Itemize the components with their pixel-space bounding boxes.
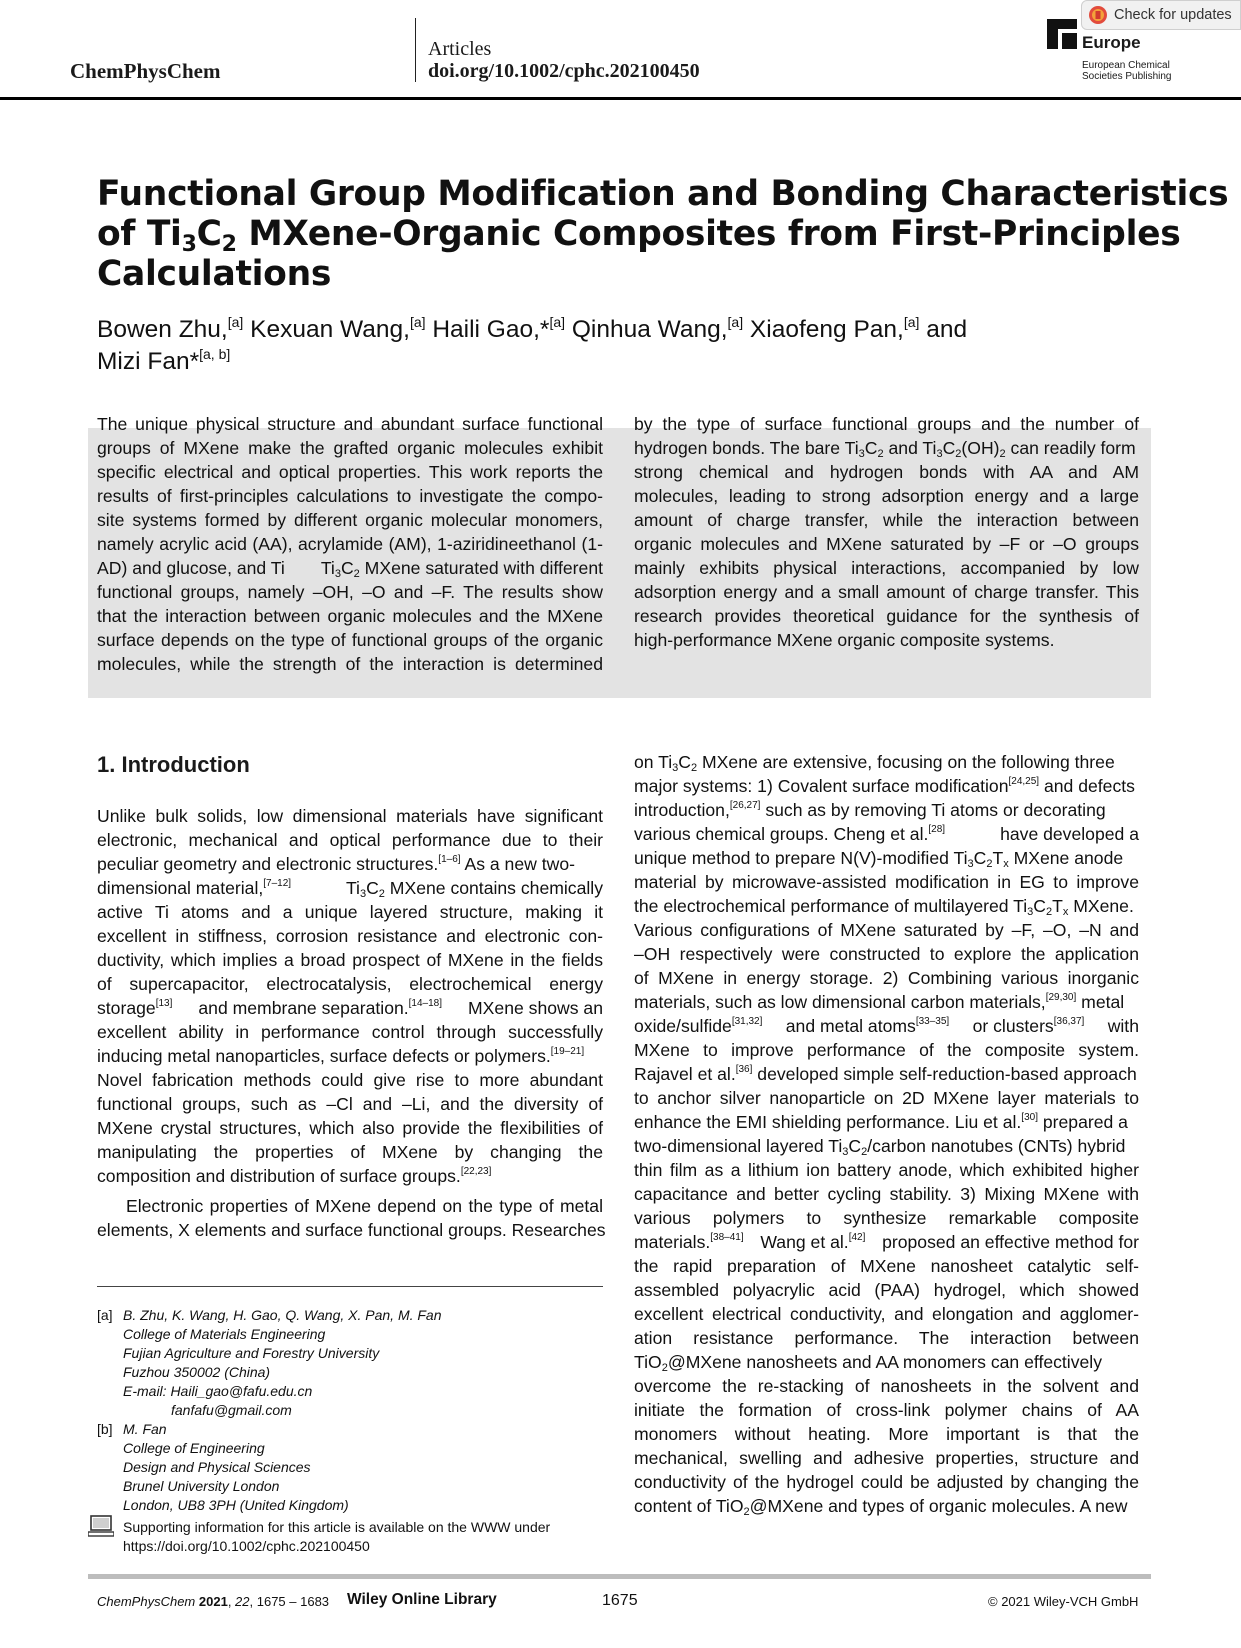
body-line: unique method to prepare N(V)-modified $Ti_3C_2T_x$ MXene anode [634,848,1124,870]
abstract-line: The unique physical structure and abundant surface functional [97,414,603,434]
publisher-logo-line1: European Chemical [1082,60,1170,71]
body-line: manipulating the properties of MXene by changing the [97,1142,603,1162]
body-line: the electrochemical performance of multilayered $Ti_3C_2T_x$ MXene. [634,896,1134,918]
body-line: introduction,[26,27] such as by removing Ti atoms or decorating [634,800,1106,820]
article-title-line-1: Functional Group Modification and Bonding Characteristics [97,174,1229,214]
abstract-line: adsorption energy and a small amount of charge transfer. This [634,582,1139,602]
body-line: various polymers to synthesize remarkable composite [634,1208,1139,1228]
body-line: storage[13] and membrane separation.[14–18] MXene shows an [97,998,603,1018]
body-line: oxide/sulfide[31,32] and metal atoms[33–35] or clusters[36,37] with [634,1016,1139,1036]
body-line: TiO$_2$@MXene nanosheets and AA monomers can effectively [634,1352,1103,1374]
affiliation-line: London, UB8 3PH (United Kingdom) [123,1497,349,1513]
affiliation-line: Fuzhou 350002 (China) [123,1364,271,1380]
body-line: MXene to improve performance of the composite system. [634,1040,1139,1060]
publisher-logo-name: Europe [1082,33,1141,52]
author-list-line-2: Mizi Fan*[a, b] [97,346,231,375]
check-updates-label: Check for updates [1114,7,1232,23]
article-title-line-2: of $Ti_3C_2$ MXene-Organic Composites from First-Principles [97,214,1181,257]
supporting-info-text: Supporting information for this article is available on the WWW under [123,1519,551,1535]
abstract-line: high-performance MXene organic composite systems. [634,630,1055,650]
abstract-line: that the interaction between organic molecules and the MXene [97,606,603,626]
affiliation-line: Design and Physical Sciences [123,1459,311,1475]
body-line: materials.[38–41] Wang et al.[42] proposed an effective method for [634,1232,1139,1252]
body-line: major systems: 1) Covalent surface modification[24,25] and defects [634,776,1135,796]
abstract-line: results of first-principles calculations to investigate the compo- [97,486,603,506]
body-line: mechanical, swelling and adhesive properties, structure and [634,1448,1139,1468]
abstract-line: research provides theoretical guidance for the synthesis of [634,606,1139,626]
body-line: of MXene in energy storage. 2) Combining various inorganic [634,968,1139,988]
section-label: Articles [428,38,492,60]
affiliation-label-a: [a] [97,1307,113,1323]
body-line: composition and distribution of surface groups.[22,23] [97,1166,492,1186]
body-line: Electronic properties of MXene depend on the type of metal [126,1196,603,1216]
affiliation-label-b: [b] [97,1421,113,1437]
footer-rule [88,1574,1151,1579]
body-line: various chemical groups. Cheng et al.[28] have developed a [634,824,1139,844]
abstract-line: amount of charge transfer, while the interaction between [634,510,1139,530]
body-line: dimensional material,[7–12] $Ti_3C_2$ MXene contains chemically [97,878,603,900]
body-line: enhance the EMI shielding performance. Liu et al.[30] prepared a [634,1112,1128,1132]
footnote-rule [97,1286,603,1287]
affiliation-line: Fujian Agriculture and Forestry University [123,1345,380,1361]
email-link[interactable]: E-mail: Haili_gao@fafu.edu.cn [123,1383,313,1399]
body-line: inducing metal nanoparticles, surface defects or polymers.[19–21] [97,1046,585,1066]
body-line: of supercapacitor, electrocatalysis, electrochemical energy [97,974,603,994]
body-line: –OH respectively were constructed to explore the application [634,944,1139,964]
body-line: initiate the formation of cross-link polymer chains of AA [634,1400,1139,1420]
doi-link[interactable]: doi.org/10.1002/cphc.202100450 [428,60,700,82]
copyright: © 2021 Wiley-VCH GmbH [988,1594,1139,1609]
abstract-line: surface depends on the type of functional groups of the organic [97,630,603,650]
body-line: content of TiO$_2$@MXene and types of organic molecules. A new [634,1496,1128,1518]
body-line: ductivity, which implies a broad prospect of MXene in the fields [97,950,603,970]
body-line: excellent in stiffness, corrosion resistance and electronic con- [97,926,603,946]
abstract-line: AD) and glucose, and Ti $Ti_3C_2$ MXene saturated with different [97,558,603,580]
body-line: MXene crystal structures, which also provide the flexibilities of [97,1118,603,1138]
publisher-logo-line2: Societies Publishing [1082,71,1172,82]
journal-name: ChemPhysChem [70,59,221,83]
email-link[interactable]: fanfafu@gmail.com [171,1402,292,1418]
body-line: assembled polyacrylic acid (PAA) hydrogel, which showed [634,1280,1139,1300]
body-line: excellent ability in performance control through successfully [97,1022,603,1042]
body-line: Unlike bulk solids, low dimensional materials have significant [97,806,603,826]
check-for-updates-button[interactable] [1081,0,1241,30]
article-title-line-3: Calculations [97,254,332,294]
abstract-line: organic molecules and MXene saturated by –F or –O groups [634,534,1139,554]
abstract-line: by the type of surface functional groups and the number of [634,414,1139,434]
affiliation-line: Brunel University London [123,1478,280,1494]
affiliation-line: College of Engineering [123,1440,265,1456]
header-rule [0,97,1241,100]
affiliation-line: B. Zhu, K. Wang, H. Gao, Q. Wang, X. Pan, M. Fan [123,1307,442,1323]
wiley-online-library-link[interactable]: Wiley Online Library [347,1591,497,1608]
body-line: two-dimensional layered $Ti_3C_2$/carbon nanotubes (CNTs) hybrid [634,1136,1126,1158]
abstract-line: groups of MXene make the grafted organic molecules exhibit [97,438,603,458]
body-line: functional groups, such as –Cl and –Li, and the diversity of [97,1094,603,1114]
body-line: thin film as a lithium ion battery anode, which exhibited higher [634,1160,1139,1180]
affiliation-line: College of Materials Engineering [123,1326,326,1342]
author-list: Bowen Zhu,[a] Kexuan Wang,[a] Haili Gao,*[a] Qinhua Wang,[a] Xiaofeng Pan,[a] and [97,314,968,343]
body-line: material by microwave-assisted modification in EG to improve [634,872,1139,892]
header-divider [415,18,416,82]
body-line: Rajavel et al.[36] developed simple self-reduction-based approach [634,1064,1137,1084]
abstract-line: site systems formed by different organic molecular monomers, [97,510,603,530]
body-line: overcome the re-stacking of nanosheets in the solvent and [634,1376,1139,1396]
body-line: the rapid preparation of MXene nanosheet catalytic self- [634,1256,1139,1276]
body-line: active Ti atoms and a unique layered structure, making it [97,902,603,922]
computer-icon [88,1515,114,1537]
body-line: monomers without heating. More important is that the [634,1424,1139,1444]
affiliation-line: M. Fan [123,1421,167,1437]
abstract-line: hydrogen bonds. The bare $Ti_3C_2$ and $Ti_3C_2(OH)_2$ can readily form [634,438,1136,460]
section-heading-introduction: 1. Introduction [97,752,250,777]
abstract-line: molecules, leading to strong adsorption energy and a large [634,486,1139,506]
body-line: elements, X elements and surface functional groups. Researches [97,1220,606,1240]
body-line: Novel fabrication methods could give rise to more abundant [97,1070,603,1090]
body-line: materials, such as low dimensional carbon materials,[29,30] metal [634,992,1125,1012]
abstract-line: molecules, while the strength of the interaction is determined [97,654,603,674]
abstract-line: specific electrical and optical properties. This work reports the [97,462,603,482]
check-updates-icon [1088,5,1108,25]
body-line: to anchor silver nanoparticle on 2D MXene layer materials to [634,1088,1139,1108]
chemistry-europe-logo-icon [1047,19,1077,49]
abstract-line: mainly exhibits physical interactions, accompanied by low [634,558,1139,578]
body-line: excellent electrical conductivity, and elongation and agglomer- [634,1304,1139,1324]
footer-citation: ChemPhysChem 2021, 22, 1675 – 1683 [97,1594,330,1609]
abstract-line: namely acrylic acid (AA), acrylamide (AM), 1-aziridineethanol (1- [97,534,603,554]
body-line: ation resistance performance. The interaction between [634,1328,1139,1348]
supporting-info-link[interactable]: https://doi.org/10.1002/cphc.202100450 [123,1538,370,1554]
body-line: capacitance and better cycling stability. 3) Mixing MXene with [634,1184,1139,1204]
body-line: conductivity of the hydrogel could be adjusted by changing the [634,1472,1139,1492]
body-line: peculiar geometry and electronic structures.[1–6] As a new two- [97,854,575,874]
body-line: electronic, mechanical and optical performance due to their [97,830,603,850]
abstract-line: functional groups, namely –OH, –O and –F. The results show [97,582,603,602]
abstract-line: strong chemical and hydrogen bonds with AA and AM [634,462,1139,482]
body-line: on $Ti_3C_2$ MXene are extensive, focusing on the following three [634,752,1115,774]
page-number: 1675 [602,1592,638,1609]
body-line: Various configurations of MXene saturated by –F, –O, –N and [634,920,1139,940]
